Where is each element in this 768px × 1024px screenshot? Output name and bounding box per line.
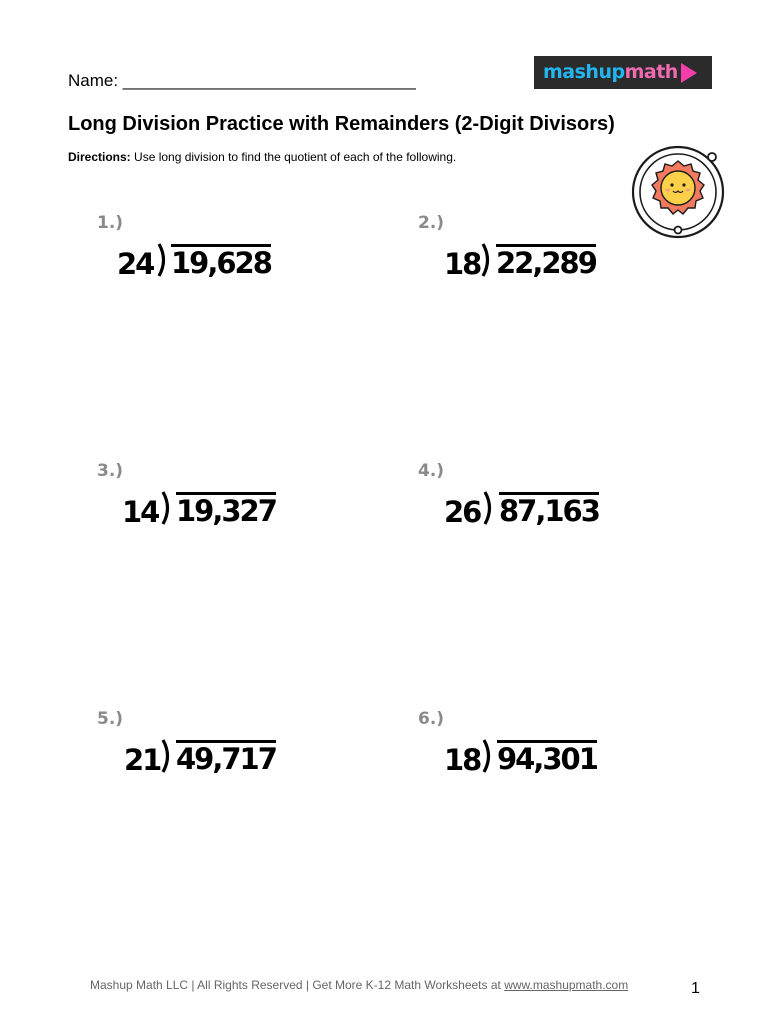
logo-play-arrow-icon (681, 63, 697, 83)
directions-text: Use long division to find the quotient of each of the following. (130, 150, 457, 164)
division-bracket-icon (482, 490, 496, 526)
problem-number: 1.) (97, 213, 124, 233)
dividend: 49,717 (176, 742, 276, 776)
logo-mashup-text: mashup (543, 61, 625, 83)
dividend: 19,327 (176, 494, 276, 528)
dividend: 94,301 (497, 742, 597, 776)
directions (68, 150, 456, 164)
divisor: 18 (444, 743, 481, 777)
problem-2 (418, 213, 658, 303)
footer-text: Mashup Math LLC | All Rights Reserved | Get More K-12 Math Worksheets at (90, 978, 505, 992)
dividend: 87,163 (499, 494, 599, 528)
problem-number: 6.) (418, 709, 445, 729)
dividend: 19,628 (171, 246, 271, 280)
divisor: 26 (444, 495, 481, 529)
divisor: 24 (117, 247, 154, 281)
divisor: 21 (124, 743, 161, 777)
footer-website-link[interactable]: www.mashupmath.com (504, 978, 629, 992)
division-bracket-icon (481, 738, 495, 774)
problem-4 (418, 461, 658, 551)
problem-number: 4.) (418, 461, 445, 481)
division-bracket-icon (156, 242, 170, 278)
page-number: 1 (691, 980, 700, 997)
problem-1 (97, 213, 337, 303)
mashup-math-logo (534, 56, 712, 89)
problem-5 (97, 709, 337, 799)
directions-label: Directions: (68, 150, 131, 164)
divisor: 14 (122, 495, 159, 529)
footer (90, 978, 628, 992)
division-bracket-icon (160, 490, 174, 526)
division-bracket-icon (160, 738, 174, 774)
logo-math-text: math (624, 61, 678, 83)
dividend: 22,289 (496, 246, 596, 280)
problem-3 (97, 461, 337, 551)
worksheet-title: Long Division Practice with Remainders (2-Digit Divisors) (68, 113, 615, 135)
divisor: 18 (444, 247, 481, 281)
problem-6 (418, 709, 658, 799)
division-bracket-icon (480, 242, 494, 278)
problem-number: 5.) (97, 709, 124, 729)
problem-number: 3.) (97, 461, 124, 481)
problem-number: 2.) (418, 213, 445, 233)
name-field-line: Name: _______________________________ (68, 71, 416, 90)
